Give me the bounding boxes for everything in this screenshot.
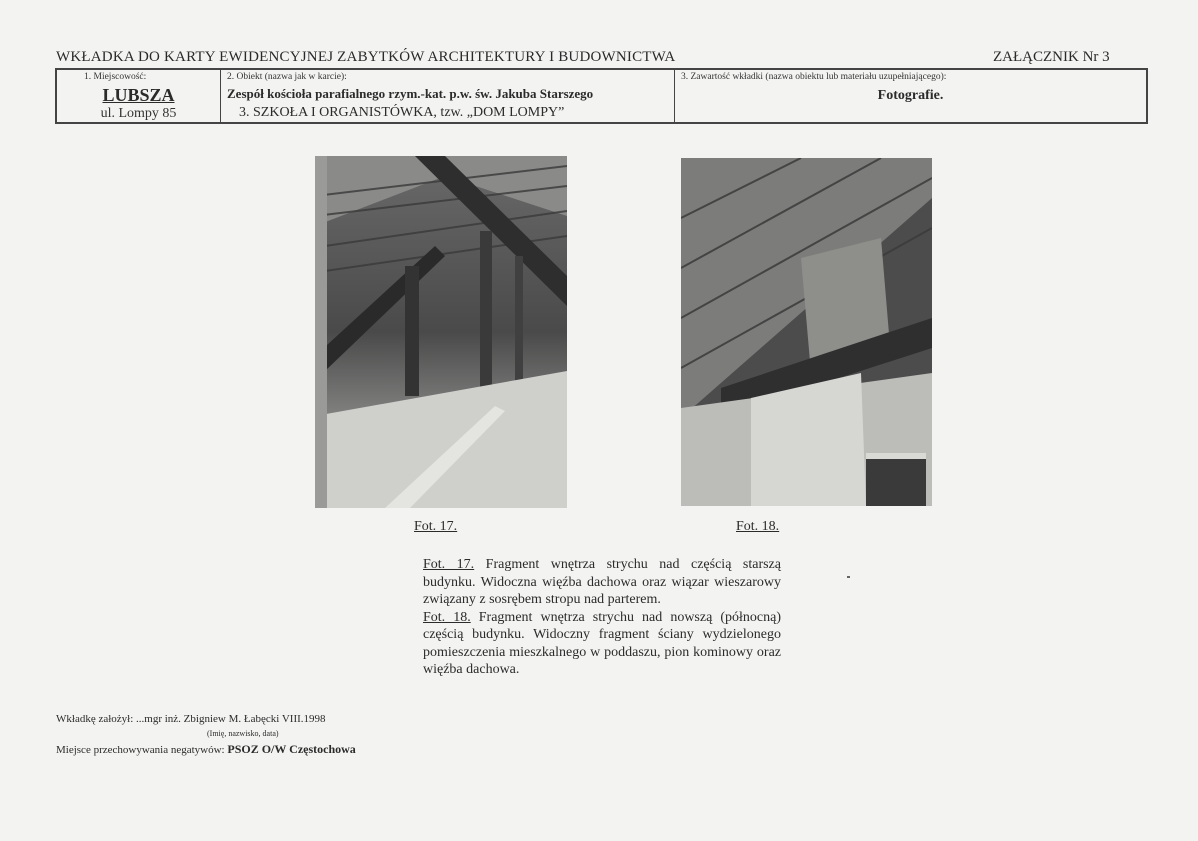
photo-descriptions <box>423 556 781 679</box>
contents-value: Fotografie. <box>877 88 944 103</box>
description-17-ref: Fot. 17. <box>423 557 475 572</box>
description-17 <box>423 556 781 609</box>
photo-17-attic-truss <box>315 156 567 508</box>
storage-label: Miejsce przechowywania negatywów: <box>56 744 228 756</box>
description-18-ref: Fot. 18. <box>423 609 471 625</box>
object-name-line2: 3. SZKOŁA I ORGANISTÓWKA, tzw. „DOM LOMPY” <box>239 105 565 120</box>
contents-cell <box>675 70 1146 122</box>
contents-label: 3. Zawartość wkładki (nazwa obiektu lub materiału uzupełniającego): <box>681 72 947 82</box>
photo-17-image <box>315 156 567 508</box>
photo-18-caption: Fot. 18. <box>736 519 780 534</box>
description-18 <box>423 609 781 679</box>
object-label: 2. Obiekt (nazwa jak w karcie): <box>227 72 347 82</box>
object-name-line1: Zespół kościoła parafialnego rzym.-kat. p.w. św. Jakuba Starszego <box>227 86 594 101</box>
description-17-text: Fragment wnętrza strychu nad częścią starszą budynku. Widoczna więźba dachowa oraz wiązar wieszarowy związany z sosrębem stropu nad parterem. <box>423 557 781 607</box>
location-cell <box>57 70 221 122</box>
photo-18-image <box>681 158 932 506</box>
town-name: LUBSZA <box>102 85 175 105</box>
author-hint: (Imię, nazwisko, data) <box>207 729 279 738</box>
document-title: WKŁADKA DO KARTY EWIDENCYJNEJ ZABYTKÓW ARCHITEKTURY I BUDOWNICTWA <box>56 49 676 65</box>
storage-line <box>56 742 356 757</box>
photo-17-caption: Fot. 17. <box>414 519 458 534</box>
stray-mark <box>847 576 850 578</box>
object-cell <box>221 70 675 122</box>
header-table <box>55 68 1148 124</box>
annex-number: ZAŁĄCZNIK Nr 3 <box>993 49 1110 65</box>
author-line: Wkładkę założył: ...mgr inż. Zbigniew M. Łabęcki VIII.1998 <box>56 713 326 725</box>
photo-18-attic-chimney <box>681 158 932 506</box>
location-label: 1. Miejscowość: <box>84 72 147 82</box>
street-address: ul. Lompy 85 <box>100 106 177 121</box>
storage-value: PSOZ O/W Częstochowa <box>227 742 356 756</box>
description-18-text: Fragment wnętrza strychu nad nowszą (północną) częścią budynku. Widoczny fragment ściany wydzielonego pomieszczenia mieszkalnego w poddaszu, pion kominowy oraz więźba dachowa. <box>423 609 781 677</box>
